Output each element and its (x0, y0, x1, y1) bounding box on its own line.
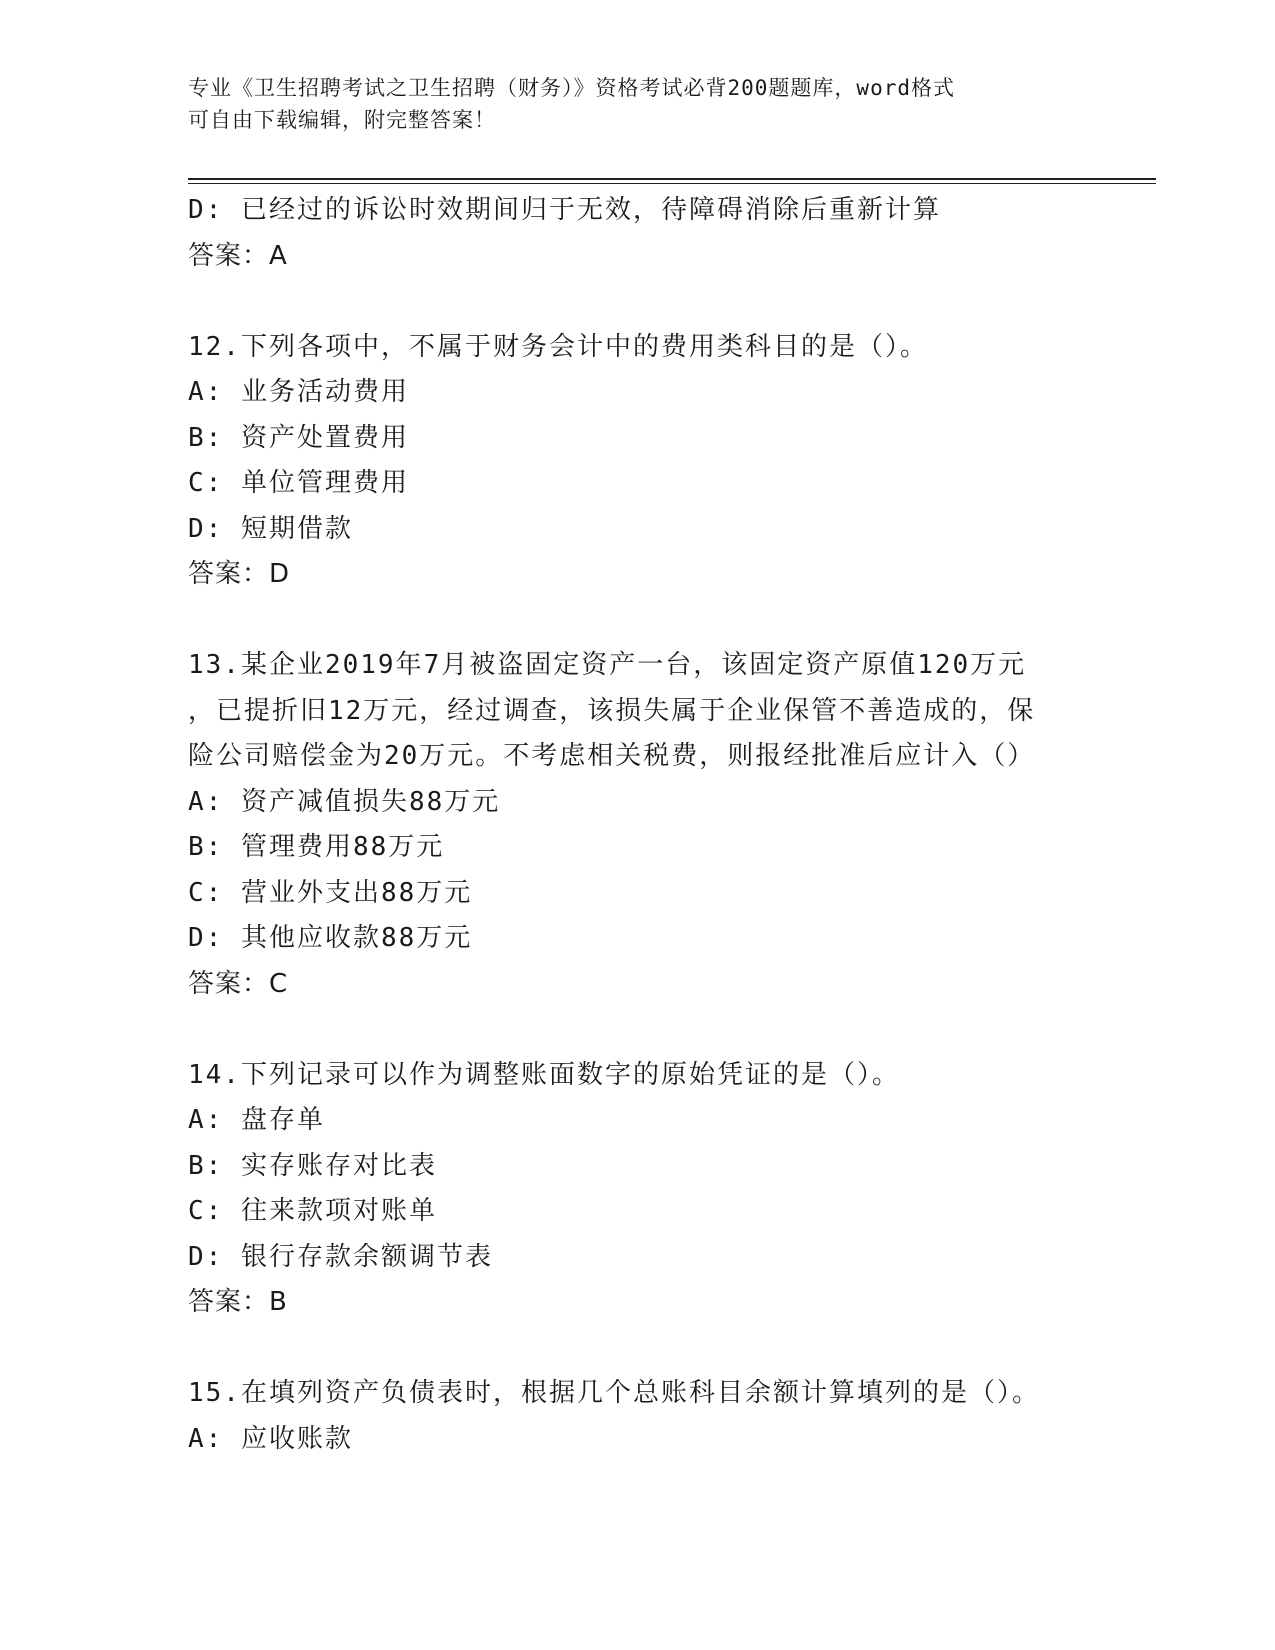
option-a: A: 业务活动费用 (188, 377, 409, 407)
question-stem-line-1: 13.某企业2019年7月被盗固定资产一台，该固定资产原值120万元 (188, 650, 1027, 680)
option-b: B: 管理费用88万元 (188, 832, 445, 862)
question-stem: 12.下列各项中，不属于财务会计中的费用类科目的是（）。 (188, 331, 928, 362)
question-stem: 14.下列记录可以作为调整账面数字的原始凭证的是（）。 (188, 1059, 900, 1090)
option-d: D: 银行存款余额调节表 (188, 1241, 493, 1272)
option-c: C: 单位管理费用 (188, 468, 409, 498)
header-title-line-1: 专业《卫生招聘考试之卫生招聘（财务）》资格考试必背200题题库，word格式 (188, 76, 955, 100)
header-divider (188, 178, 1156, 184)
option-a: A: 应收账款 (188, 1423, 353, 1454)
option-c: C: 往来款项对账单 (188, 1196, 437, 1226)
option-d: D: 已经过的诉讼时效期间归于无效，待障碍消除后重新计算 (188, 195, 941, 225)
question-11-tail (188, 188, 1088, 279)
option-b: B: 资产处置费用 (188, 422, 409, 453)
question-stem-line-3: 险公司赔偿金为20万元。不考虑相关税费，则报经批准后应计入（） (188, 741, 1036, 771)
document-body (188, 188, 1088, 1462)
question-stem-line-2: ，已提折旧12万元，经过调查，该损失属于企业保管不善造成的，保 (188, 695, 1036, 726)
question-13 (188, 643, 1088, 1007)
option-c: C: 营业外支出88万元 (188, 877, 473, 908)
header-title-line-2: 可自由下载编辑，附完整答案！ (188, 108, 496, 132)
option-b: B: 实存账存对比表 (188, 1150, 437, 1181)
question-15 (188, 1371, 1088, 1462)
answer-label: 答案：B (188, 1287, 288, 1317)
spacer (188, 279, 1088, 325)
question-stem: 15.在填列资产负债表时，根据几个总账科目余额计算填列的是（）。 (188, 1378, 1040, 1408)
answer-label: 答案：A (188, 240, 288, 271)
spacer (188, 1007, 1088, 1053)
option-a: A: 资产减值损失88万元 (188, 786, 501, 817)
question-14 (188, 1053, 1088, 1326)
answer-label: 答案：D (188, 559, 291, 589)
answer-label: 答案：C (188, 968, 289, 999)
spacer (188, 1326, 1088, 1372)
question-12 (188, 325, 1088, 598)
option-a: A: 盘存单 (188, 1105, 325, 1135)
option-d: D: 其他应收款88万元 (188, 923, 473, 953)
document-header (188, 72, 1088, 136)
spacer (188, 598, 1088, 644)
option-d: D: 短期借款 (188, 513, 353, 544)
